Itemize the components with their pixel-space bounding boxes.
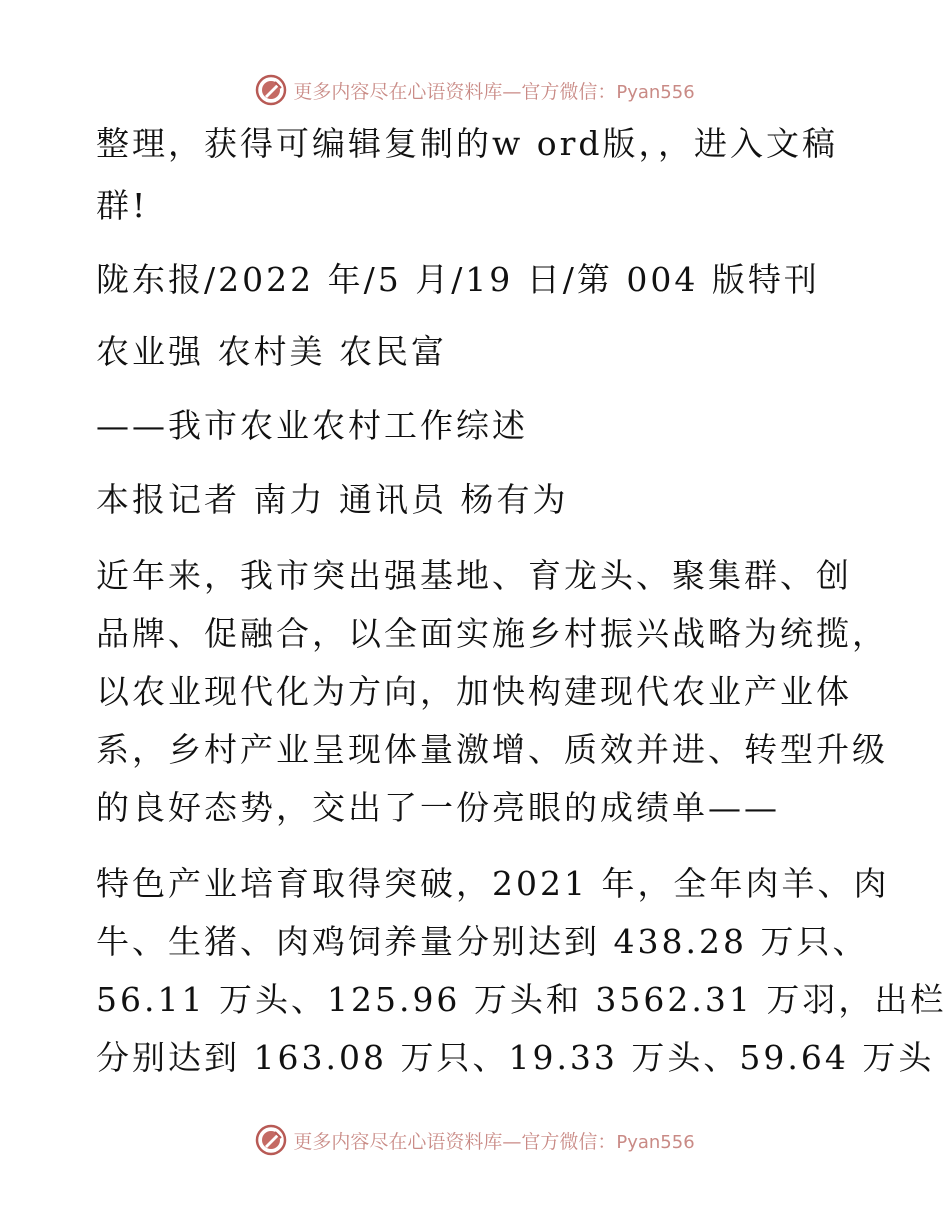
watermark-text-latin: Pyan556 [616, 1131, 695, 1153]
article-subtitle: ——我市农业农村工作综述 [96, 406, 528, 445]
watermark-header [0, 72, 950, 108]
text-line: 牛、生猪、肉鸡饲养量分别达到 438.28 万只、 [96, 922, 869, 961]
logo-icon [255, 1124, 287, 1156]
watermark-text-cn: 更多内容尽在心语资料库—官方微信： [293, 1130, 617, 1153]
watermark-text-latin: Pyan556 [616, 81, 695, 103]
watermark-footer [0, 1122, 950, 1158]
watermark-text [293, 77, 694, 104]
text-line: 整理，获得可编辑复制的w ord版，，进入文稿 [96, 124, 839, 163]
text-line: 近年来，我市突出强基地、育龙头、聚集群、创 [96, 556, 852, 595]
text-line: 的良好态势，交出了一份亮眼的成绩单—— [96, 788, 780, 827]
watermark-text [293, 1127, 694, 1154]
article-title: 农业强 农村美 农民富 [96, 332, 447, 371]
dateline: 陇东报/2022 年/5 月/19 日/第 004 版特刊 [96, 260, 820, 299]
text-line: 特色产业培育取得突破，2021 年，全年肉羊、肉 [96, 864, 890, 903]
logo-icon [255, 74, 287, 106]
watermark-text-cn: 更多内容尽在心语资料库—官方微信： [293, 80, 617, 103]
text-line: 群! [96, 186, 149, 225]
byline: 本报记者 南力 通讯员 杨有为 [96, 480, 569, 519]
text-line: 品牌、促融合，以全面实施乡村振兴战略为统揽， [96, 614, 888, 653]
text-line: 56.11 万头、125.96 万头和 3562.31 万羽，出栏 [96, 980, 947, 1019]
text-line: 分别达到 163.08 万只、19.33 万头、59.64 万头 [96, 1038, 935, 1077]
text-line: 以农业现代化为方向，加快构建现代农业产业体 [96, 672, 852, 711]
text-line: 系，乡村产业呈现体量激增、质效并进、转型升级 [96, 730, 888, 769]
